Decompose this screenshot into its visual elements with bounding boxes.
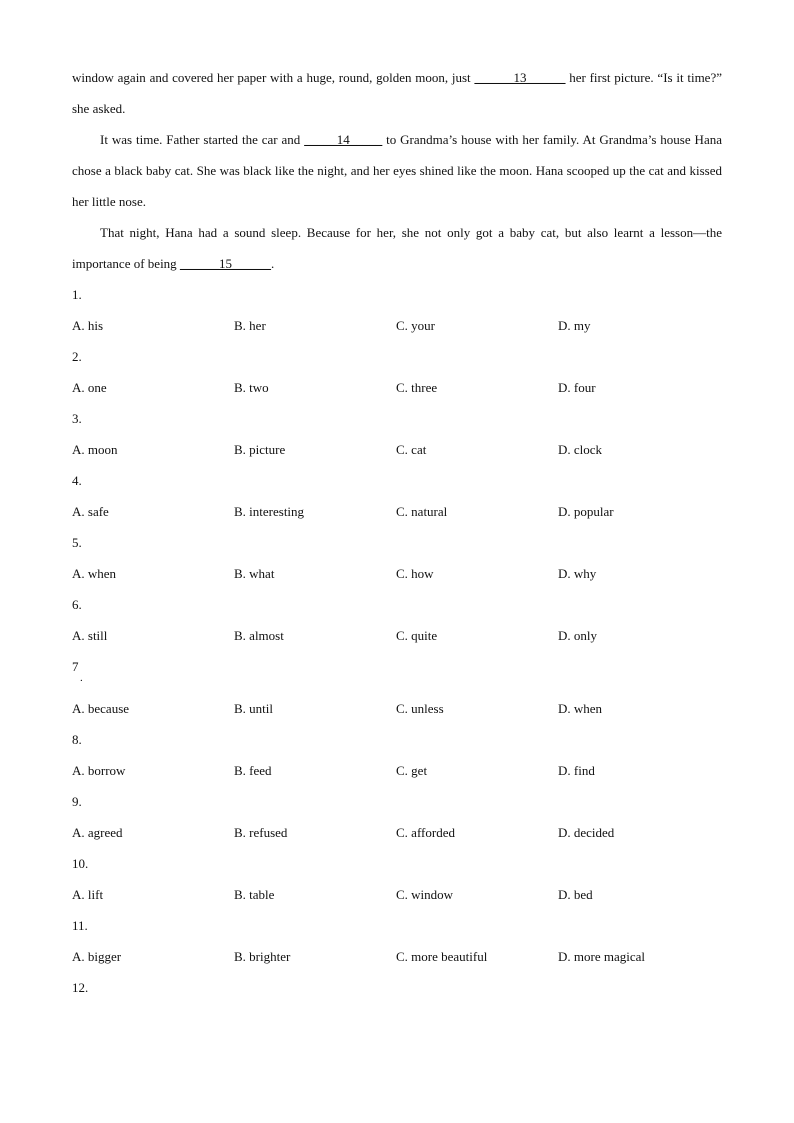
blank-15: ______15______ <box>179 256 271 271</box>
option-b[interactable]: B. her <box>234 318 266 333</box>
question-number: 2. <box>72 349 82 364</box>
question-options <box>72 693 722 724</box>
passage-text: her first picture. “Is it time?” she asked. <box>72 70 722 116</box>
question-number: 9. <box>72 794 82 809</box>
question-options <box>72 620 722 651</box>
option-a[interactable]: A. borrow <box>72 763 126 778</box>
option-c[interactable]: C. quite <box>396 628 438 643</box>
question-number: 4. <box>72 473 82 488</box>
question-options <box>72 755 722 786</box>
question-options <box>72 310 722 341</box>
option-a[interactable]: A. still <box>72 628 108 643</box>
option-a[interactable]: A. his <box>72 318 104 333</box>
option-b[interactable]: B. refused <box>234 825 288 840</box>
question-options <box>72 434 722 465</box>
question-number: 8. <box>72 732 82 747</box>
option-d[interactable]: D. more magical <box>558 949 645 964</box>
option-c[interactable]: C. how <box>396 566 434 581</box>
option-d[interactable]: D. when <box>558 701 603 716</box>
option-a[interactable]: A. safe <box>72 504 109 519</box>
passage-paragraph-2 <box>72 124 722 217</box>
question-list <box>72 279 722 1003</box>
question-options <box>72 879 722 910</box>
option-a[interactable]: A. when <box>72 566 117 581</box>
option-c[interactable]: C. more beautiful <box>396 949 488 964</box>
question-number: 5. <box>72 535 82 550</box>
blank-14: _____14_____ <box>304 132 383 147</box>
option-c[interactable]: C. get <box>396 763 428 778</box>
option-b[interactable]: B. brighter <box>234 949 291 964</box>
option-a[interactable]: A. because <box>72 701 130 716</box>
question-number: 10. <box>72 856 89 871</box>
option-d[interactable]: D. why <box>558 566 597 581</box>
question-options <box>72 558 722 589</box>
document-page <box>72 62 722 1003</box>
option-d[interactable]: D. clock <box>558 442 603 457</box>
option-a[interactable]: A. bigger <box>72 949 122 964</box>
option-d[interactable]: D. find <box>558 763 595 778</box>
passage-text: That night, Hana had a sound sleep. Because for her, she not only got a baby cat, but also learnt a lesson—the importance of being <box>72 225 722 271</box>
option-c[interactable]: C. natural <box>396 504 448 519</box>
option-d[interactable]: D. four <box>558 380 596 395</box>
option-d[interactable]: D. bed <box>558 887 593 902</box>
question-number-7 <box>72 651 722 693</box>
option-a[interactable]: A. one <box>72 380 107 395</box>
option-c[interactable]: C. your <box>396 318 435 333</box>
question-number: 7 <box>72 659 79 674</box>
passage-text: to Grandma’s house with her family. At Grandma’s house Hana chose a black baby cat. She was black like the night, and her eyes shined like the moon. Hana scooped up the cat and kissed her little nose. <box>72 132 722 209</box>
question-options <box>72 496 722 527</box>
passage-text: . <box>270 256 275 271</box>
question-number: 1. <box>72 287 82 302</box>
option-d[interactable]: D. only <box>558 628 597 643</box>
option-b[interactable]: B. what <box>234 566 275 581</box>
question-number-dot: . <box>80 672 83 684</box>
passage-text: It was time. Father started the car and <box>100 132 305 147</box>
option-a[interactable]: A. moon <box>72 442 118 457</box>
passage-paragraph-3 <box>72 217 722 279</box>
question-options <box>72 372 722 403</box>
option-c[interactable]: C. window <box>396 887 454 902</box>
passage-paragraph-1 <box>72 62 722 124</box>
option-d[interactable]: D. popular <box>558 504 614 519</box>
question-number: 3. <box>72 411 82 426</box>
option-d[interactable]: D. my <box>558 318 591 333</box>
option-b[interactable]: B. table <box>234 887 275 902</box>
option-a[interactable]: A. lift <box>72 887 104 902</box>
option-b[interactable]: B. picture <box>234 442 286 457</box>
option-c[interactable]: C. unless <box>396 701 444 716</box>
question-number: 12. <box>72 980 89 995</box>
option-c[interactable]: C. three <box>396 380 438 395</box>
blank-13: ______13______ <box>474 70 566 85</box>
option-a[interactable]: A. agreed <box>72 825 123 840</box>
question-number: 11. <box>72 918 88 933</box>
option-b[interactable]: B. feed <box>234 763 272 778</box>
option-d[interactable]: D. decided <box>558 825 615 840</box>
option-b[interactable]: B. two <box>234 380 269 395</box>
option-c[interactable]: C. cat <box>396 442 427 457</box>
option-b[interactable]: B. interesting <box>234 504 305 519</box>
option-c[interactable]: C. afforded <box>396 825 455 840</box>
question-number: 6. <box>72 597 82 612</box>
question-options <box>72 817 722 848</box>
option-b[interactable]: B. until <box>234 701 274 716</box>
passage-text: window again and covered her paper with a huge, round, golden moon, just <box>72 70 475 85</box>
question-options <box>72 941 722 972</box>
option-b[interactable]: B. almost <box>234 628 284 643</box>
